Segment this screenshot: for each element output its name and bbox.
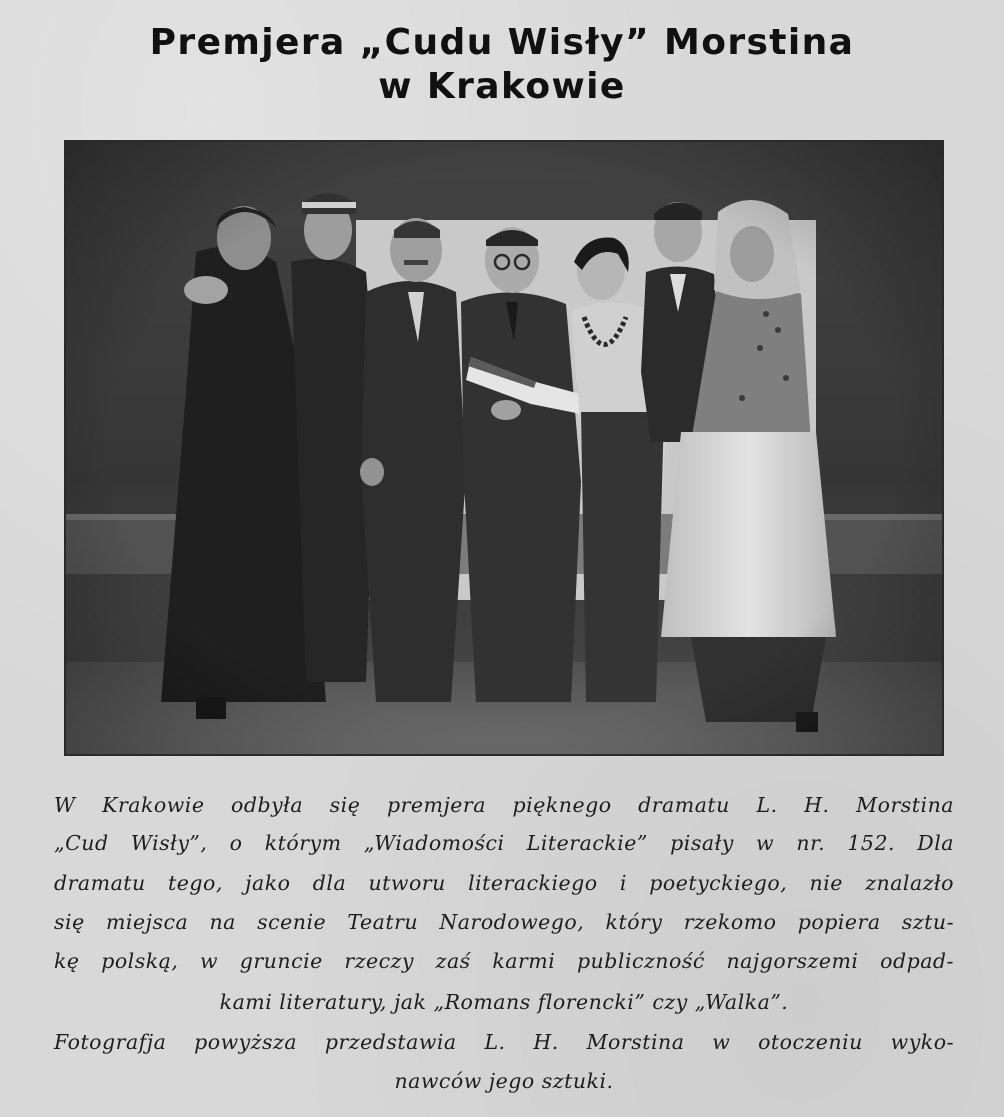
- caption-line-2: „Cud Wisły”, o którym „Wiadomości Literackie” pisały w nr. 152. Dla: [54, 831, 954, 855]
- caption-line-4: się miejsca na scenie Teatru Narodowego, który rzekomo popiera sztu-: [54, 910, 954, 934]
- headline-line-1: Premjera „Cudu Wisły” Morstina: [149, 22, 855, 63]
- photograph-illustration: [66, 142, 942, 754]
- caption-line-7: Fotografja powyższa przedstawia L. H. Morstina w otoczeniu wyko-: [54, 1030, 954, 1054]
- headline-line-2: w Krakowie: [378, 66, 626, 107]
- caption-line-1: W Krakowie odbyła się premjera pięknego dramatu L. H. Morstina: [54, 793, 954, 817]
- caption-line-3: dramatu tego, jako dla utworu literackiego i poetyckiego, nie znalazło: [54, 871, 954, 895]
- cast-photograph: [64, 140, 944, 756]
- caption-line-5: kę polską, w gruncie rzeczy zaś karmi publiczność najgorszemi odpad-: [54, 949, 954, 973]
- caption-line-6: kami literatury, jak „Romans florencki” czy „Walka”.: [219, 990, 789, 1014]
- caption-line-8: nawców jego sztuki.: [394, 1069, 614, 1093]
